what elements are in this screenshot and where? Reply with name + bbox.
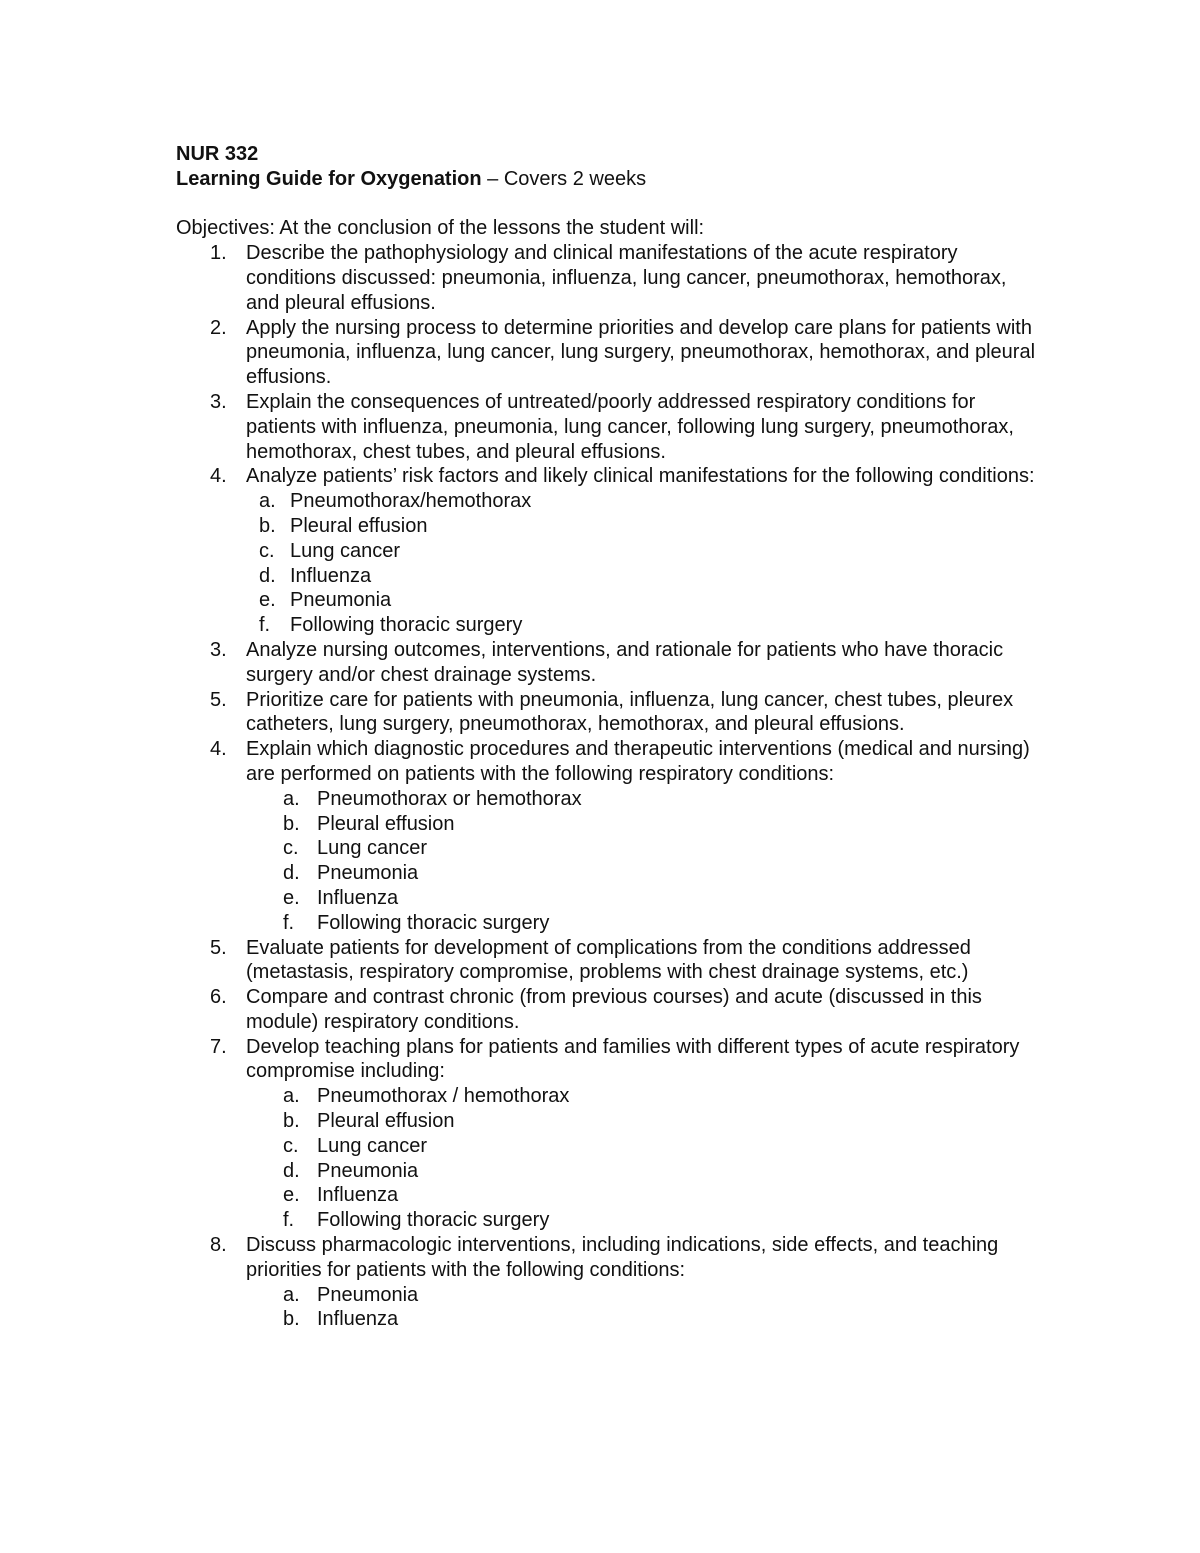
objective-subitem (176, 539, 1036, 564)
subitem-text: Pleural effusion (317, 812, 455, 835)
objective-subitem (176, 787, 1036, 812)
subitem-letter: a. (283, 1283, 300, 1306)
subitem-letter: f. (259, 614, 271, 637)
objective-item (176, 241, 1036, 315)
subitem-letter: c. (283, 837, 299, 860)
subitem-letter: c. (283, 1134, 299, 1157)
subitem-text: Lung cancer (290, 539, 401, 562)
objectives-intro: Objectives: At the conclusion of the lessons the student will: (176, 217, 705, 240)
subitem-letter: d. (259, 564, 276, 587)
objective-subitem (176, 1283, 1036, 1308)
objective-subitem (176, 1307, 1036, 1332)
objective-number: 3. (210, 390, 227, 413)
title-bold: Learning Guide for Oxygenation (176, 167, 482, 190)
subitem-text: Pneumothorax or hemothorax (317, 787, 582, 810)
objective-subitem (176, 489, 1036, 514)
subitem-letter: d. (283, 1159, 300, 1182)
objective-text: Discuss pharmacologic interventions, including indications, side effects, and teaching priorities for patients with the following conditions: (246, 1234, 999, 1281)
objective-item (176, 390, 1036, 464)
document-title (176, 167, 1036, 192)
subitem-letter: e. (283, 1184, 300, 1207)
objective-text: Explain which diagnostic procedures and therapeutic interventions (medical and nursing) are performed on patients with the following respiratory conditions: (246, 738, 1030, 785)
objective-subitem (176, 836, 1036, 861)
subitem-text: Lung cancer (317, 837, 428, 860)
objective-item (176, 464, 1036, 489)
subitem-text: Pneumonia (317, 1159, 419, 1182)
subitem-letter: f. (283, 1209, 295, 1232)
spacer (176, 192, 1036, 217)
objective-number: 2. (210, 316, 227, 339)
objective-subitem (176, 911, 1036, 936)
subitem-letter: a. (259, 490, 276, 513)
subitem-text: Influenza (317, 1308, 399, 1331)
objective-subitem (176, 514, 1036, 539)
objective-subitem (176, 861, 1036, 886)
document-page (176, 142, 1036, 1332)
objective-item (176, 1035, 1036, 1085)
objective-text: Describe the pathophysiology and clinical manifestations of the acute respiratory conditions discussed: pneumonia, influenza, lung cancer, pneumothorax, hemothorax, and pleural effusions. (246, 242, 1007, 314)
objective-text: Analyze nursing outcomes, interventions, and rationale for patients who have thoracic surgery and/or chest drainage systems. (246, 638, 1004, 686)
subitem-text: Following thoracic surgery (317, 911, 550, 934)
objective-text: Analyze patients’ risk factors and likely clinical manifestations for the following conditions: (246, 465, 1035, 488)
objective-item (176, 737, 1036, 787)
subitem-letter: d. (283, 862, 300, 885)
objective-subitem (176, 588, 1036, 613)
subitem-text: Influenza (290, 564, 372, 587)
subitem-letter: b. (283, 812, 300, 835)
objective-text: Compare and contrast chronic (from previous courses) and acute (discussed in this module) respiratory conditions. (246, 986, 982, 1033)
objective-subitem (176, 1109, 1036, 1134)
objective-text: Evaluate patients for development of complications from the conditions addressed (metastasis, respiratory compromise, problems with chest drainage systems, etc.) (246, 936, 971, 984)
subitem-letter: c. (259, 539, 275, 562)
subitem-text: Influenza (317, 886, 399, 909)
subitem-text: Pneumonia (290, 589, 392, 612)
subitem-letter: b. (283, 1110, 300, 1133)
objective-number: 6. (210, 986, 227, 1009)
subitem-letter: f. (283, 911, 295, 934)
objective-number: 5. (210, 688, 227, 711)
objective-subitem (176, 1159, 1036, 1184)
subitem-text: Following thoracic surgery (317, 1209, 550, 1232)
objective-subitem (176, 1134, 1036, 1159)
subitem-text: Influenza (317, 1184, 399, 1207)
objective-number: 5. (210, 936, 227, 959)
objective-text: Develop teaching plans for patients and families with different types of acute respiratory compromise including: (246, 1035, 1020, 1083)
objective-item (176, 688, 1036, 738)
subitem-letter: b. (259, 514, 276, 537)
subitem-text: Pleural effusion (317, 1110, 455, 1133)
subitem-text: Pneumonia (317, 1283, 419, 1306)
subitem-text: Pneumothorax / hemothorax (317, 1085, 570, 1108)
objective-subitem (176, 1084, 1036, 1109)
objective-subitem (176, 1208, 1036, 1233)
objective-subitem (176, 886, 1036, 911)
objective-number: 7. (210, 1035, 227, 1058)
subitem-letter: e. (259, 589, 276, 612)
objective-subitem (176, 564, 1036, 589)
subitem-text: Pneumothorax/hemothorax (290, 490, 532, 513)
subitem-letter: a. (283, 1085, 300, 1108)
objective-item (176, 1233, 1036, 1283)
subitem-letter: b. (283, 1308, 300, 1331)
objective-subitem (176, 1183, 1036, 1208)
objective-number: 3. (210, 638, 227, 661)
objective-item (176, 638, 1036, 688)
course-code: NUR 332 (176, 143, 259, 165)
objective-text: Explain the consequences of untreated/poorly addressed respiratory conditions for patients with influenza, pneumonia, lung cancer, following lung surgery, pneumothorax, hemothorax, chest tubes, and pleural effusions. (246, 390, 1014, 463)
subitem-text: Pleural effusion (290, 514, 428, 537)
subitem-letter: a. (283, 787, 300, 810)
objective-item (176, 985, 1036, 1035)
objective-number: 4. (210, 465, 227, 488)
subitem-text: Following thoracic surgery (290, 614, 523, 637)
subitem-text: Lung cancer (317, 1134, 428, 1157)
subitem-letter: e. (283, 886, 300, 909)
objective-number: 1. (210, 242, 227, 265)
objective-item (176, 316, 1036, 390)
title-subtitle: – Covers 2 weeks (481, 167, 647, 190)
objectives-list (176, 241, 1036, 1332)
subitem-text: Pneumonia (317, 862, 419, 885)
objective-text: Prioritize care for patients with pneumonia, influenza, lung cancer, chest tubes, pleurex catheters, lung surgery, pneumothorax, hemothorax, and pleural effusions. (246, 688, 1014, 736)
objective-number: 8. (210, 1234, 227, 1257)
objective-item (176, 936, 1036, 986)
objective-subitem (176, 613, 1036, 638)
objective-number: 4. (210, 738, 227, 761)
objective-subitem (176, 812, 1036, 837)
objective-text: Apply the nursing process to determine priorities and develop care plans for patients with pneumonia, influenza, lung cancer, lung surgery, pneumothorax, hemothorax, and pleural effusions. (246, 316, 1036, 389)
